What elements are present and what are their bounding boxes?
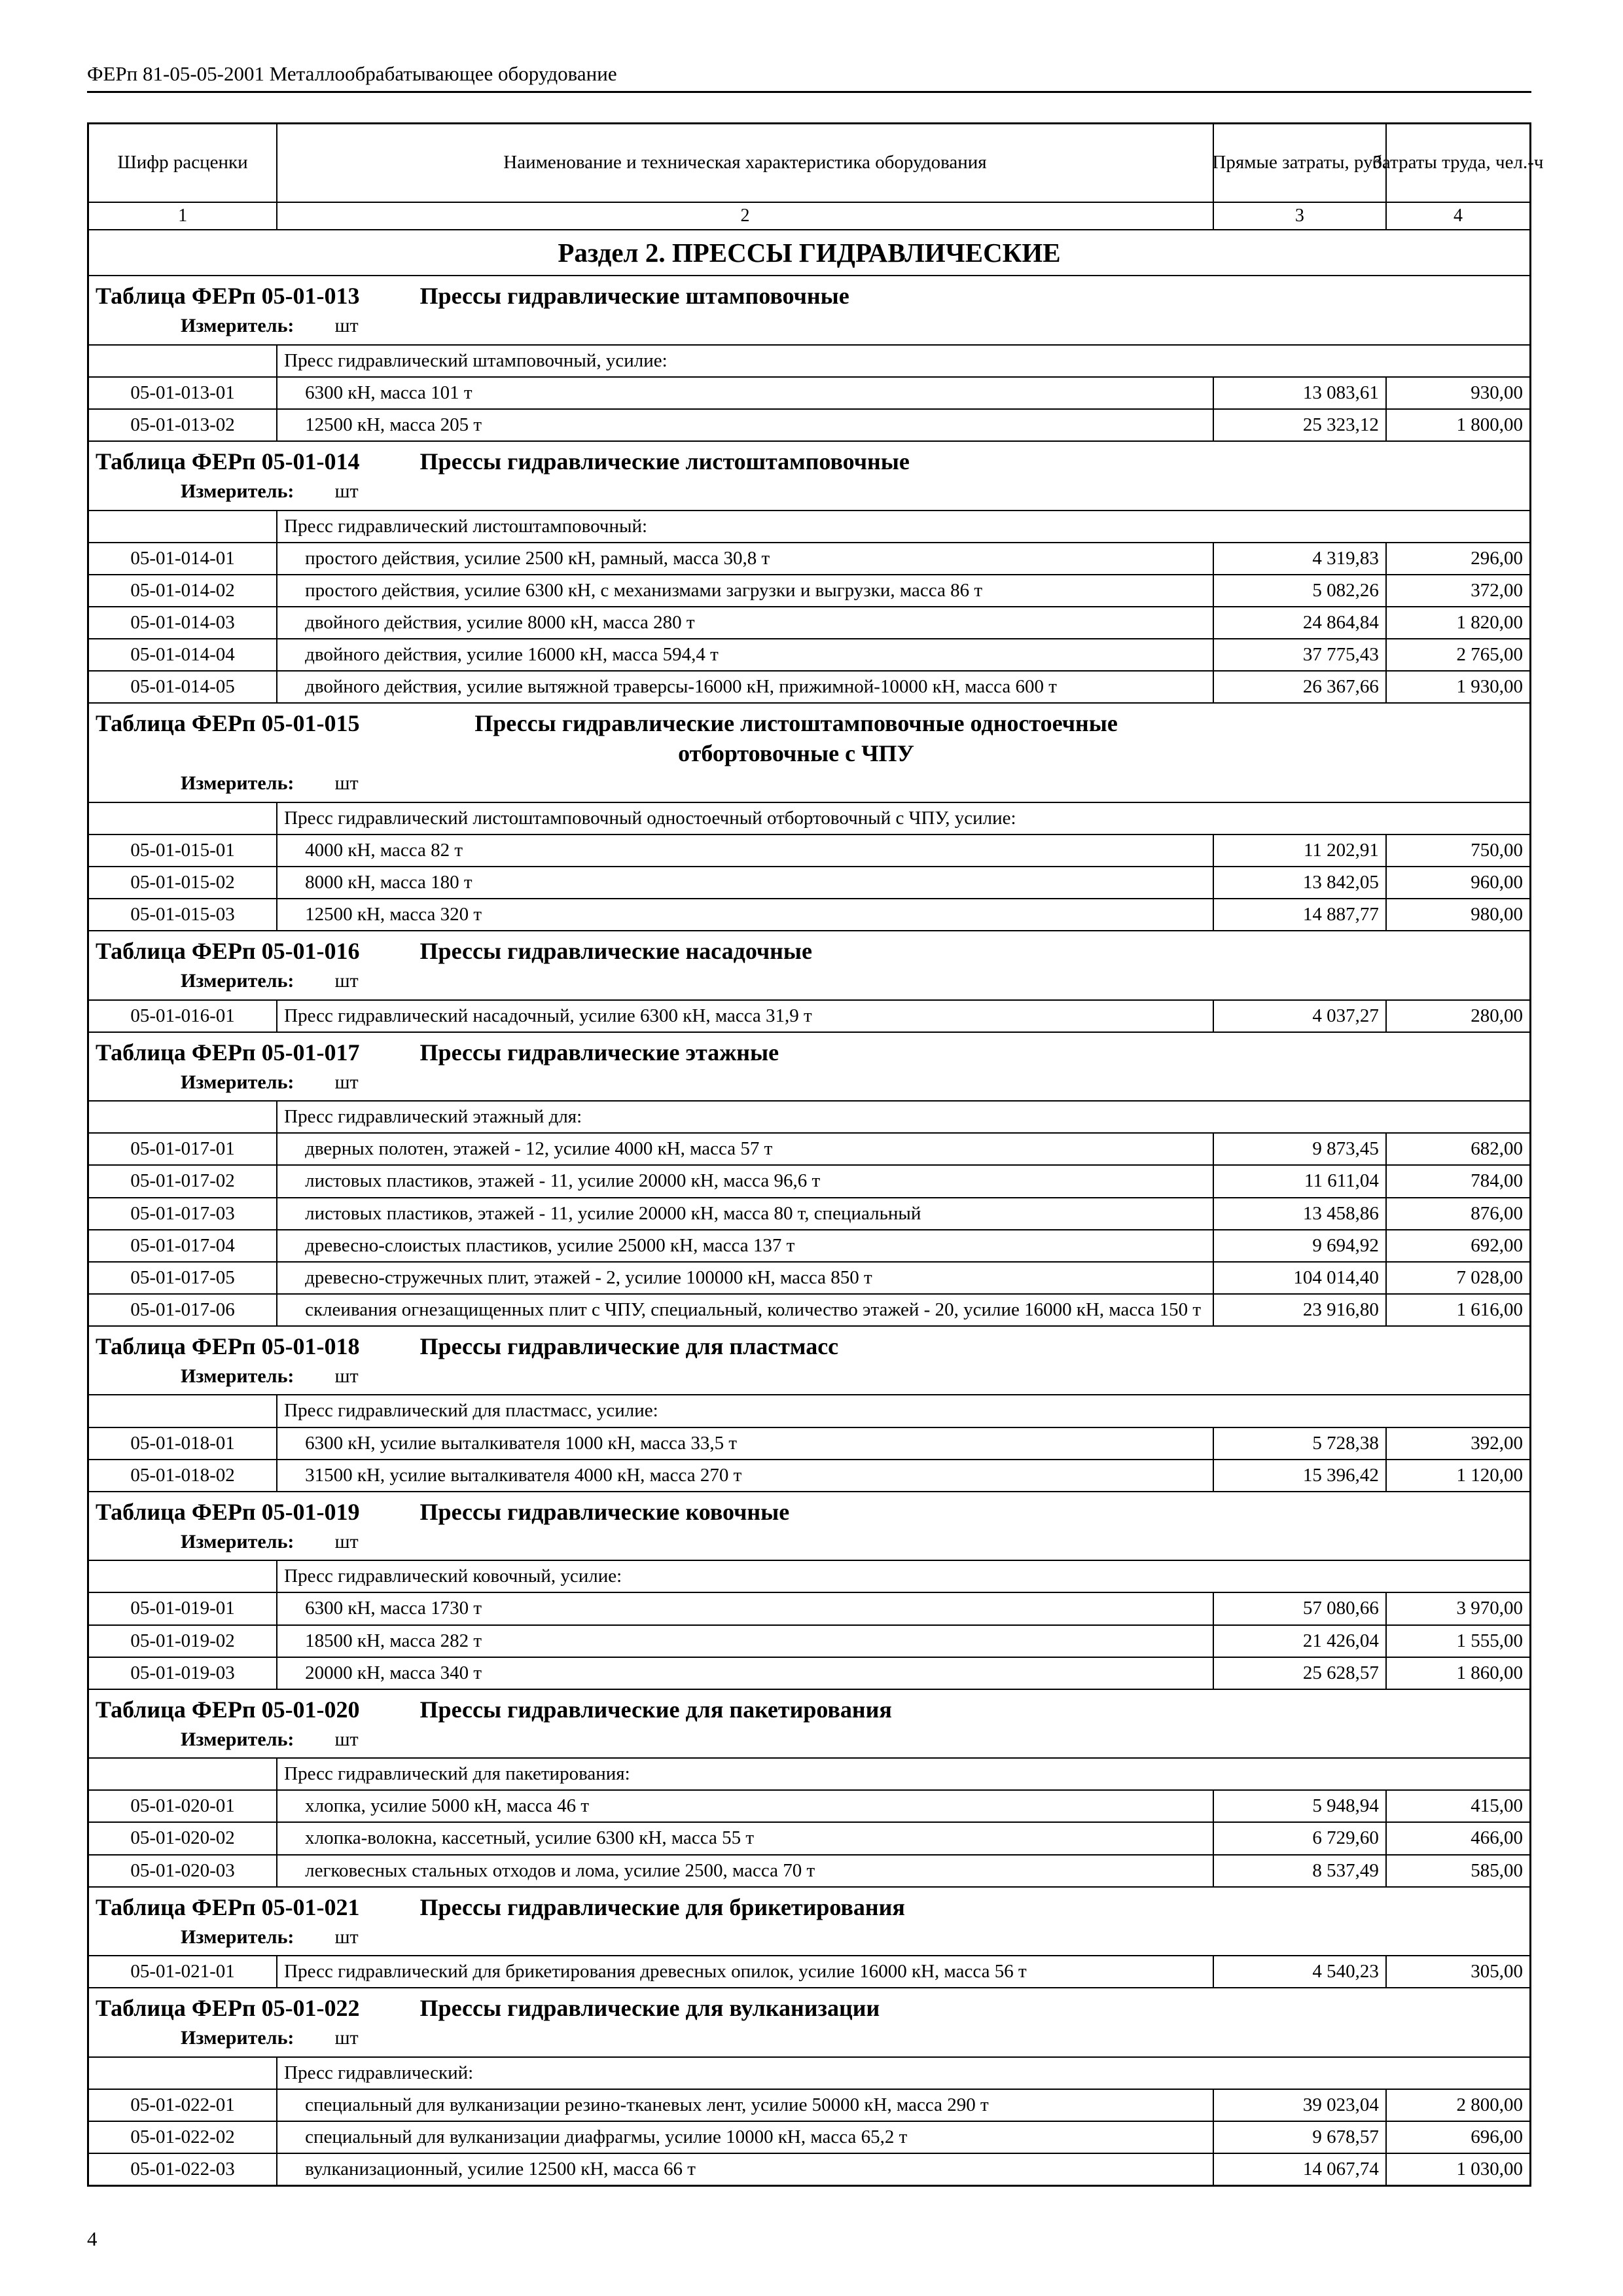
rate-row (89, 2121, 1529, 2153)
group-measure-cell (89, 2026, 1529, 2056)
document-header: ФЕРп 81-05-05-2001 Металлообрабатывающее оборудование (87, 62, 1531, 93)
rate-labor: 3 970,00 (1385, 1593, 1529, 1624)
group-title-cell (89, 1492, 1529, 1530)
group-measure-cell (89, 771, 1529, 801)
measure-label: Измеритель: (181, 2027, 294, 2049)
group-measure-row (89, 2026, 1529, 2056)
measure-value: шт (334, 1071, 359, 1093)
rate-row (89, 670, 1529, 702)
rate-name: двойного действия, усилие 8000 кН, масса 280 т (276, 607, 1213, 638)
group-measure-cell (89, 1364, 1529, 1394)
rate-code: 05-01-013-01 (130, 382, 235, 403)
group-measure-cell (89, 1070, 1529, 1100)
rate-row (89, 999, 1529, 1031)
group-title-row (89, 275, 1529, 314)
group-measure-row (89, 1727, 1529, 1757)
rate-row (89, 1132, 1529, 1164)
rate-row (89, 1164, 1529, 1196)
rate-direct-cost: 39 023,04 (1213, 2090, 1385, 2121)
rate-row (89, 1293, 1529, 1325)
rate-row (89, 1261, 1529, 1293)
group-title-cell (89, 1888, 1529, 1925)
subheader-empty-cell (89, 2058, 276, 2089)
subheader-empty-cell (89, 1102, 276, 1132)
rate-row (89, 408, 1529, 440)
group-table-title: Прессы гидравлические для брикетирования (419, 1893, 905, 1920)
rate-row (89, 1854, 1529, 1886)
subheader-empty-cell (89, 1759, 276, 1789)
rate-code: 05-01-014-02 (130, 579, 235, 601)
page-number: 4 (87, 2227, 98, 2251)
group-subheader-row (89, 2056, 1529, 2089)
rate-labor: 305,00 (1385, 1956, 1529, 1987)
group-table-label: Таблица ФЕРп 05-01-015 (96, 710, 360, 737)
rate-direct-cost: 4 319,83 (1213, 543, 1385, 574)
group-title-cell (89, 931, 1529, 969)
rate-labor: 7 028,00 (1385, 1263, 1529, 1293)
group-measure-cell (89, 969, 1529, 999)
group-subheader-row (89, 1100, 1529, 1132)
measure-value: шт (334, 315, 359, 337)
rate-direct-cost: 13 842,05 (1213, 867, 1385, 898)
rate-direct-cost: 13 458,86 (1213, 1198, 1385, 1229)
group-measure-row (89, 771, 1529, 801)
rate-labor: 1 860,00 (1385, 1658, 1529, 1689)
measure-value: шт (334, 970, 359, 992)
rate-labor: 280,00 (1385, 1001, 1529, 1031)
measure-value: шт (334, 2027, 359, 2049)
rate-row (89, 1657, 1529, 1689)
rate-code: 05-01-017-06 (130, 1299, 235, 1320)
rate-labor: 2 765,00 (1385, 639, 1529, 670)
measure-value: шт (334, 1926, 359, 1948)
rate-row (89, 1955, 1529, 1987)
rate-name: специальный для вулканизации диафрагмы, усилие 10000 кН, масса 65,2 т (276, 2122, 1213, 2153)
rate-code: 05-01-014-05 (130, 676, 235, 698)
rate-direct-cost: 26 367,66 (1213, 672, 1385, 702)
group-table-label: Таблица ФЕРп 05-01-017 (96, 1039, 360, 1066)
rate-name: хлопка, усилие 5000 кН, масса 46 т (276, 1791, 1213, 1821)
group-table-label: Таблица ФЕРп 05-01-021 (96, 1893, 360, 1920)
rate-code: 05-01-017-05 (130, 1266, 235, 1288)
rate-name: древесно-слоистых пластиков, усилие 25000 кН, масса 137 т (276, 1230, 1213, 1261)
rate-direct-cost: 15 396,42 (1213, 1460, 1385, 1491)
rate-code: 05-01-018-01 (130, 1432, 235, 1454)
rate-code: 05-01-015-03 (130, 904, 235, 925)
col-number-3: 3 (1213, 203, 1385, 229)
section-title-row (89, 229, 1529, 275)
rate-direct-cost: 4 037,27 (1213, 1001, 1385, 1031)
rate-code: 05-01-017-04 (130, 1234, 235, 1256)
rate-labor: 1 820,00 (1385, 607, 1529, 638)
group-subheader: Пресс гидравлический для пакетирования: (276, 1759, 1529, 1789)
rate-row (89, 638, 1529, 670)
group-subheader-row (89, 510, 1529, 542)
group-subheader: Пресс гидравлический этажный для: (276, 1102, 1529, 1132)
rate-name: специальный для вулканизации резино-тканевых лент, усилие 50000 кН, масса 290 т (276, 2090, 1213, 2121)
group-table-label: Таблица ФЕРп 05-01-020 (96, 1696, 360, 1723)
rate-name: листовых пластиков, этажей - 11, усилие 20000 кН, масса 80 т, специальный (276, 1198, 1213, 1229)
rate-labor: 980,00 (1385, 899, 1529, 930)
measure-label: Измеритель: (181, 1926, 294, 1948)
group-table-title: Прессы гидравлические ковочные (419, 1498, 790, 1525)
rate-name: 6300 кН, масса 101 т (276, 378, 1213, 408)
rate-row (89, 898, 1529, 930)
rate-code: 05-01-019-01 (130, 1598, 235, 1619)
col-number-2: 2 (276, 203, 1213, 229)
rate-labor: 296,00 (1385, 543, 1529, 574)
rate-code: 05-01-021-01 (130, 1961, 235, 1982)
rate-labor: 585,00 (1385, 1856, 1529, 1886)
rate-code: 05-01-017-03 (130, 1202, 235, 1224)
col-number-4: 4 (1385, 203, 1529, 229)
rate-labor: 372,00 (1385, 575, 1529, 606)
rate-direct-cost: 5 948,94 (1213, 1791, 1385, 1821)
rate-row (89, 606, 1529, 638)
rate-labor: 750,00 (1385, 835, 1529, 866)
rate-direct-cost: 21 426,04 (1213, 1626, 1385, 1657)
rate-row (89, 1427, 1529, 1459)
rate-direct-cost: 24 864,84 (1213, 607, 1385, 638)
group-measure-row (89, 969, 1529, 999)
group-measure-cell (89, 479, 1529, 509)
col-header-name: Наименование и техническая характеристика оборудования (276, 124, 1213, 202)
group-table-title: Прессы гидравлические для вулканизации (419, 1995, 880, 2022)
rate-name: 12500 кН, масса 205 т (276, 410, 1213, 440)
measure-label: Измеритель: (181, 1365, 294, 1388)
rate-code: 05-01-017-01 (130, 1138, 235, 1160)
rate-name: листовых пластиков, этажей - 11, усилие 20000 кН, масса 96,6 т (276, 1166, 1213, 1196)
group-title-row (89, 440, 1529, 479)
rate-name: Пресс гидравлический для брикетирования древесных опилок, усилие 16000 кН, масса 56 т (276, 1956, 1213, 1987)
section-title: Раздел 2. ПРЕССЫ ГИДРАВЛИЧЕСКИЕ (558, 237, 1061, 268)
group-subheader: Пресс гидравлический листоштамповочный одностоечный отбортовочный с ЧПУ, усилие: (276, 803, 1529, 834)
group-table-label: Таблица ФЕРп 05-01-016 (96, 938, 360, 965)
group-title-row (89, 930, 1529, 969)
rate-labor: 960,00 (1385, 867, 1529, 898)
rate-labor: 415,00 (1385, 1791, 1529, 1821)
col-header-labor: Затраты труда, чел.-ч (1385, 124, 1529, 202)
group-title-row (89, 1325, 1529, 1364)
rate-code: 05-01-016-01 (130, 1005, 235, 1026)
rate-direct-cost: 9 873,45 (1213, 1134, 1385, 1164)
group-title-cell (89, 442, 1529, 479)
subheader-empty-cell (89, 346, 276, 376)
rate-labor: 1 555,00 (1385, 1626, 1529, 1657)
rate-name: 31500 кН, усилие выталкивателя 4000 кН, масса 270 т (276, 1460, 1213, 1491)
rate-name: 18500 кН, масса 282 т (276, 1626, 1213, 1657)
group-subheader: Пресс гидравлический штамповочный, усилие: (276, 346, 1529, 376)
measure-value: шт (334, 1530, 359, 1552)
rate-name: древесно-стружечных плит, этажей - 2, усилие 100000 кН, масса 850 т (276, 1263, 1213, 1293)
rate-row (89, 574, 1529, 606)
rate-direct-cost: 104 014,40 (1213, 1263, 1385, 1293)
rate-row (89, 1624, 1529, 1657)
group-title-cell (89, 704, 1529, 771)
group-subheader: Пресс гидравлический листоштамповочный: (276, 511, 1529, 542)
rate-code: 05-01-014-04 (130, 644, 235, 665)
measure-label: Измеритель: (181, 1530, 294, 1552)
rate-name: простого действия, усилие 2500 кН, рамный, масса 30,8 т (276, 543, 1213, 574)
rate-name: вулканизационный, усилие 12500 кН, масса 66 т (276, 2154, 1213, 2185)
group-measure-cell (89, 1727, 1529, 1757)
rate-row (89, 542, 1529, 574)
group-table-label: Таблица ФЕРп 05-01-018 (96, 1333, 360, 1360)
rate-labor: 1 030,00 (1385, 2154, 1529, 2185)
rate-direct-cost: 9 694,92 (1213, 1230, 1385, 1261)
group-table-label: Таблица ФЕРп 05-01-014 (96, 448, 360, 475)
rate-row (89, 376, 1529, 408)
rate-direct-cost: 57 080,66 (1213, 1593, 1385, 1624)
group-subheader-row (89, 344, 1529, 376)
group-subheader: Пресс гидравлический ковочный, усилие: (276, 1561, 1529, 1592)
rate-labor: 2 800,00 (1385, 2090, 1529, 2121)
rate-direct-cost: 5 082,26 (1213, 575, 1385, 606)
group-measure-row (89, 1530, 1529, 1560)
rate-name: двойного действия, усилие 16000 кН, масса 594,4 т (276, 639, 1213, 670)
rate-direct-cost: 14 887,77 (1213, 899, 1385, 930)
group-title-cell (89, 276, 1529, 314)
group-subheader: Пресс гидравлический для пластмасс, усилие: (276, 1395, 1529, 1426)
group-subheader-row (89, 1757, 1529, 1789)
measure-label: Измеритель: (181, 315, 294, 337)
rate-row (89, 2089, 1529, 2121)
rate-code: 05-01-020-03 (130, 1859, 235, 1881)
rate-name: 6300 кН, усилие выталкивателя 1000 кН, масса 33,5 т (276, 1428, 1213, 1459)
group-subheader-row (89, 1394, 1529, 1426)
rate-direct-cost: 11 202,91 (1213, 835, 1385, 866)
rates-table (87, 122, 1544, 2187)
measure-value: шт (334, 772, 359, 795)
rate-row (89, 1197, 1529, 1229)
col-header-code: Шифр расценки (117, 152, 248, 173)
rate-direct-cost: 5 728,38 (1213, 1428, 1385, 1459)
rate-row (89, 1229, 1529, 1261)
rate-code: 05-01-018-02 (130, 1464, 235, 1486)
group-measure-row (89, 1364, 1529, 1394)
measure-label: Измеритель: (181, 772, 294, 795)
rate-code: 05-01-015-02 (130, 871, 235, 893)
group-subheader-row (89, 802, 1529, 834)
rate-name: 8000 кН, масса 180 т (276, 867, 1213, 898)
rate-direct-cost: 9 678,57 (1213, 2122, 1385, 2153)
rate-direct-cost: 25 323,12 (1213, 410, 1385, 440)
rate-labor: 1 120,00 (1385, 1460, 1529, 1491)
group-title-row (89, 702, 1529, 771)
rate-name: склеивания огнезащищенных плит с ЧПУ, специальный, количество этажей - 20, усилие 16000 кН, масса 150 т (276, 1295, 1213, 1325)
rate-labor: 784,00 (1385, 1166, 1529, 1196)
rate-name: 20000 кН, масса 340 т (276, 1658, 1213, 1689)
rate-row (89, 1821, 1529, 1854)
rate-direct-cost: 11 611,04 (1213, 1166, 1385, 1196)
rate-direct-cost: 6 729,60 (1213, 1823, 1385, 1854)
rate-code: 05-01-022-01 (130, 2094, 235, 2115)
rate-code: 05-01-014-01 (130, 547, 235, 569)
group-title-cell (89, 1033, 1529, 1070)
subheader-empty-cell (89, 1395, 276, 1426)
rate-name: 6300 кН, масса 1730 т (276, 1593, 1213, 1624)
group-table-label: Таблица ФЕРп 05-01-019 (96, 1498, 360, 1525)
rate-code: 05-01-022-03 (130, 2159, 235, 2179)
rate-row (89, 866, 1529, 898)
rate-direct-cost: 4 540,23 (1213, 1956, 1385, 1987)
rate-labor: 392,00 (1385, 1428, 1529, 1459)
group-table-title: Прессы гидравлические листоштамповочные (419, 448, 910, 475)
rate-labor: 876,00 (1385, 1198, 1529, 1229)
rate-labor: 696,00 (1385, 2122, 1529, 2153)
measure-value: шт (334, 480, 359, 503)
group-title-cell (89, 1988, 1529, 2026)
rate-code: 05-01-020-02 (130, 1827, 235, 1849)
rate-name: хлопка-волокна, кассетный, усилие 6300 кН, масса 55 т (276, 1823, 1213, 1854)
rate-labor: 466,00 (1385, 1823, 1529, 1854)
group-subheader: Пресс гидравлический: (276, 2058, 1529, 2089)
rate-labor: 930,00 (1385, 378, 1529, 408)
rate-code: 05-01-019-02 (130, 1630, 235, 1651)
group-measure-cell (89, 1530, 1529, 1560)
rate-labor: 1 616,00 (1385, 1295, 1529, 1325)
group-measure-row (89, 314, 1529, 344)
group-title-row (89, 1031, 1529, 1070)
group-table-title: Прессы гидравлические этажные (419, 1039, 779, 1066)
measure-value: шт (334, 1365, 359, 1388)
group-measure-row (89, 1070, 1529, 1100)
group-table-title: Прессы гидравлические насадочные (419, 938, 813, 965)
rate-direct-cost: 13 083,61 (1213, 378, 1385, 408)
rate-code: 05-01-014-03 (130, 611, 235, 633)
group-table-title: Прессы гидравлические листоштамповочные одностоечные отбортовочные с ЧПУ (474, 710, 1118, 767)
group-subheader-row (89, 1560, 1529, 1592)
group-measure-cell (89, 314, 1529, 344)
subheader-empty-cell (89, 511, 276, 542)
group-table-title: Прессы гидравлические для пакетирования (419, 1696, 892, 1723)
rate-row (89, 1459, 1529, 1491)
rate-code: 05-01-019-03 (130, 1662, 235, 1683)
measure-label: Измеритель: (181, 1071, 294, 1093)
col-header-direct-cost: Прямые затраты, руб. (1213, 124, 1385, 202)
rate-direct-cost: 25 628,57 (1213, 1658, 1385, 1689)
rate-name: 12500 кН, масса 320 т (276, 899, 1213, 930)
subheader-empty-cell (89, 803, 276, 834)
rate-labor: 682,00 (1385, 1134, 1529, 1164)
column-numbers-row (89, 202, 1529, 229)
rate-row (89, 1592, 1529, 1624)
rate-name: двойного действия, усилие вытяжной траверсы-16000 кН, прижимной-10000 кН, масса 600 т (276, 672, 1213, 702)
group-measure-row (89, 479, 1529, 509)
measure-label: Измеритель: (181, 970, 294, 992)
subheader-empty-cell (89, 1561, 276, 1592)
rate-row (89, 2153, 1529, 2185)
rate-labor: 1 800,00 (1385, 410, 1529, 440)
rate-direct-cost: 14 067,74 (1213, 2154, 1385, 2185)
rate-labor: 692,00 (1385, 1230, 1529, 1261)
group-measure-cell (89, 1925, 1529, 1955)
rate-labor: 1 930,00 (1385, 672, 1529, 702)
rate-name: дверных полотен, этажей - 12, усилие 4000 кН, масса 57 т (276, 1134, 1213, 1164)
group-title-cell (89, 1690, 1529, 1727)
rate-code: 05-01-015-01 (130, 839, 235, 861)
rate-direct-cost: 37 775,43 (1213, 639, 1385, 670)
rate-name: 4000 кН, масса 82 т (276, 835, 1213, 866)
group-title-row (89, 1491, 1529, 1530)
rate-direct-cost: 23 916,80 (1213, 1295, 1385, 1325)
group-title-cell (89, 1327, 1529, 1364)
table-header-row (89, 124, 1544, 202)
col-number-1: 1 (178, 206, 188, 226)
group-title-row (89, 1689, 1529, 1727)
rate-name: простого действия, усилие 6300 кН, с механизмами загрузки и выгрузки, масса 86 т (276, 575, 1213, 606)
group-table-title: Прессы гидравлические для пластмасс (419, 1333, 839, 1360)
rate-row (89, 834, 1529, 866)
rate-code: 05-01-017-02 (130, 1170, 235, 1192)
measure-label: Измеритель: (181, 480, 294, 503)
group-table-label: Таблица ФЕРп 05-01-022 (96, 1995, 360, 2022)
group-title-row (89, 1987, 1529, 2026)
group-measure-row (89, 1925, 1529, 1955)
rate-name: легковесных стальных отходов и лома, усилие 2500, масса 70 т (276, 1856, 1213, 1886)
rate-direct-cost: 8 537,49 (1213, 1856, 1385, 1886)
group-table-title: Прессы гидравлические штамповочные (419, 283, 849, 310)
rate-code: 05-01-020-01 (130, 1795, 235, 1817)
rate-name: Пресс гидравлический насадочный, усилие 6300 кН, масса 31,9 т (276, 1001, 1213, 1031)
group-table-label: Таблица ФЕРп 05-01-013 (96, 283, 360, 310)
rate-row (89, 1789, 1529, 1821)
measure-value: шт (334, 1728, 359, 1750)
measure-label: Измеритель: (181, 1728, 294, 1750)
rate-code: 05-01-013-02 (130, 414, 235, 435)
group-title-row (89, 1886, 1529, 1925)
rate-code: 05-01-022-02 (130, 2126, 235, 2147)
